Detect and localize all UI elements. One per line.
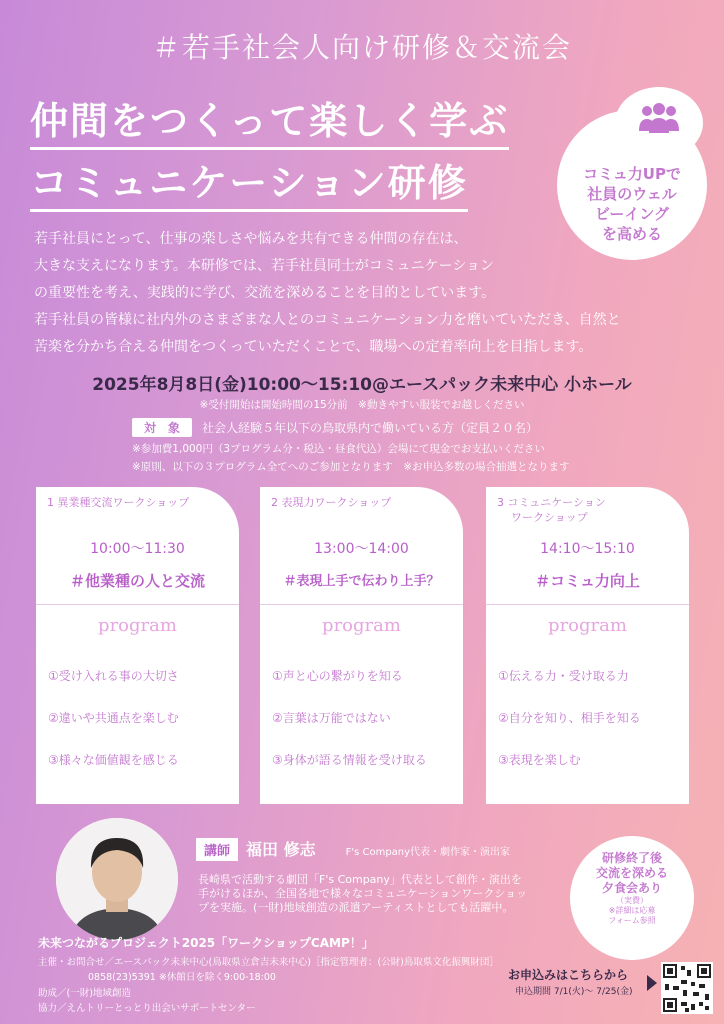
speaker-photo — [56, 818, 178, 940]
program-item: ①伝える力・受け取る力 — [498, 669, 629, 683]
workshop-card-1 — [36, 487, 239, 804]
workshop-heading — [497, 495, 606, 525]
fee-note: ※参加費1,000円（3プログラム分・税込・昼食代込）会場にて現金でお支払いください — [132, 443, 545, 455]
program-item: ①声と心の繋がりを知る — [272, 669, 403, 683]
highlight-icon-bubble — [615, 87, 703, 159]
workshop-heading-line1: 3 コミュニケーション — [497, 496, 606, 509]
workshop-card-3 — [486, 487, 689, 804]
workshop-time: 14:10〜15:10 — [540, 541, 635, 557]
program-item: ②違いや共通点を楽しむ — [48, 711, 179, 725]
program-item: ③身体が語る情報を受け取る — [272, 753, 427, 767]
workshop-hashtag: ＃他業種の人と交流 — [69, 572, 205, 590]
people-group-icon — [637, 101, 681, 141]
program-label: program — [548, 615, 627, 636]
organizer-info: 主催・お問合せ／エースパック未来中心(鳥取県立倉吉未来中心)［指定管理者：(公財)鳥取県文化振興財団］ — [38, 957, 499, 968]
target-badge: 対 象 — [132, 418, 192, 437]
divider — [260, 604, 463, 605]
dinner-line1: 研修終了後 — [601, 851, 662, 865]
workshop-heading-line2: ワークショップ — [511, 511, 588, 524]
speaker-bio: 長崎県で活動する劇団「F's Company」代表として創作・演出を手がけるほか、全国各地で様々なコミュニケーションワークショップを実施。(一財)地域創造の派遣アーティストとしても活躍中。 — [198, 873, 528, 914]
intro-line: 若手社員にとって、仕事の楽しさや悩みを共有できる仲間の存在は、 — [34, 231, 468, 247]
workshop-heading — [271, 495, 391, 510]
program-item: ①受け入れる事の大切さ — [48, 669, 179, 683]
program-label: program — [322, 615, 401, 636]
program-item: ②自分を知り、相手を知る — [498, 711, 641, 725]
speaker-role: F's Company代表・劇作家・演出家 — [345, 847, 511, 858]
workshop-time: 13:00〜14:00 — [314, 541, 409, 557]
speaker-name: 福田 修志 — [246, 840, 316, 859]
intro-line: の重要性を考え、実践的に学び、交流を深めることを目的としています。 — [34, 285, 496, 301]
dinner-line3: 夕食会あり — [601, 881, 662, 895]
dinner-note2: ※詳細は応募 — [608, 906, 656, 915]
lecturer-badge: 講師 — [196, 838, 238, 861]
dinner-line2: 交流を深める — [595, 866, 668, 880]
target-text: 社会人経験５年以下の鳥取県内で働いている方（定員２０名） — [202, 421, 539, 435]
program-item: ②言葉は万能ではない — [272, 711, 391, 725]
highlight-line1: コミュ力UPで — [583, 165, 681, 183]
highlight-line4: を高める — [601, 225, 662, 243]
program-item: ③表現を楽しむ — [498, 753, 581, 767]
workshop-hashtag: ＃表現上手で伝わり上手？ — [283, 574, 440, 589]
apply-label: お申込みはこちらから — [508, 968, 629, 982]
target-row — [132, 418, 538, 437]
dinner-note1: （実費） — [616, 896, 648, 905]
apply-period: 申込期間 7/1(火)〜 7/25(金) — [515, 987, 633, 997]
participation-note: ※原則、以下の３プログラム全てへのご参加となります ※お申込多数の場合抽選となります — [132, 461, 570, 473]
workshop-hashtag: ＃コミュ力向上 — [535, 572, 640, 590]
workshop-time: 10:00〜11:30 — [90, 541, 185, 557]
workshop-heading — [47, 495, 189, 510]
main-title-line2: コミュニケーション研修 — [30, 152, 468, 212]
event-kicker: ＃若手社会人向け研修＆交流会 — [151, 31, 572, 64]
support-info: 助成／(一財)地域創造 — [38, 988, 131, 999]
intro-line: 苦楽を分かち合える仲間をつくっていただくことで、職場への定着率向上を目指します。 — [34, 339, 593, 355]
qr-code[interactable] — [661, 962, 713, 1014]
divider — [36, 604, 239, 605]
event-datetime: 2025年8月8日(金)10:00〜15:10@エースパック未来中心 小ホール — [92, 375, 632, 395]
program-label: program — [98, 615, 177, 636]
divider — [486, 604, 689, 605]
project-name: 未来つながるプロジェクト2025「ワークショップCAMP！」 — [38, 936, 374, 950]
highlight-line2: 社員のウェル — [587, 185, 677, 203]
workshop-heading-line1: 2 表現力ワークショップ — [271, 496, 392, 509]
workshop-heading-line1: 1 異業種交流ワークショップ — [47, 496, 190, 509]
dinner-text — [570, 851, 694, 926]
contact-phone: 0858(23)5391 ※休館日を除く9:00-18:00 — [88, 972, 276, 983]
intro-line: 若手社員の皆様に社内外のさまざまな人とのコミュニケーション力を磨いていただき、自然と — [34, 312, 621, 328]
reception-note: ※受付開始は開始時間の15分前 ※動きやすい服装でお越しください — [199, 399, 525, 411]
highlight-line3: ビーイング — [594, 205, 670, 223]
speaker-header — [196, 837, 510, 861]
dinner-note3: フォーム参照 — [608, 916, 656, 925]
program-item: ③様々な価値観を感じる — [48, 753, 179, 767]
workshop-card-2 — [260, 487, 463, 804]
intro-paragraph — [34, 226, 694, 361]
intro-line: 大きな支えになります。本研修では、若手社員同士がコミュニケーション — [34, 258, 495, 274]
arrow-right-icon — [647, 975, 657, 991]
main-title-line1: 仲間をつくって楽しく学ぶ — [30, 90, 509, 150]
cooperation-info: 協力／えんトリーとっとり出会いサポートセンター — [38, 1003, 256, 1014]
